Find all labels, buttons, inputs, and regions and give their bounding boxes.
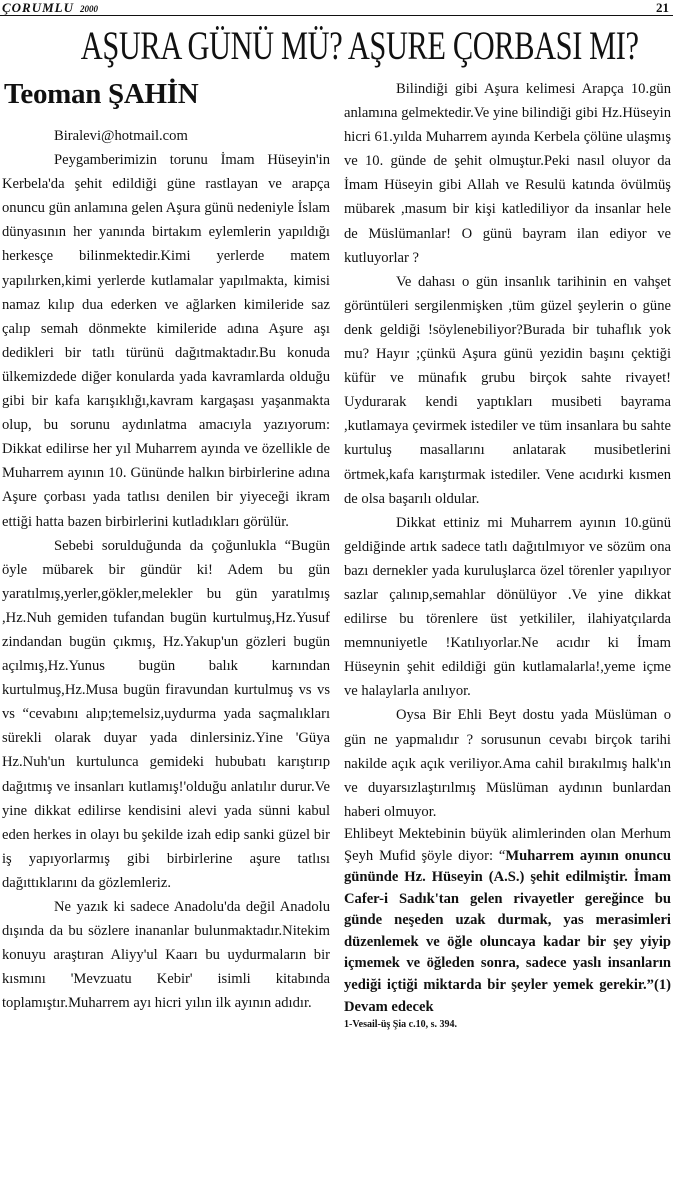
headline: AŞURA GÜNÜ MÜ? AŞURE ÇORBASI MI? (80, 23, 639, 68)
author-name: Teoman ŞAHİN (4, 78, 199, 110)
bold-quote: Muharrem ayının onuncu gününde Hz. Hüseyin (A.S.) şehit edilmiştir. İmam Cafer-i Sadık'tan gelen rivayetler gereğince bu günde neşeden uzak durmak, yas merasimleri düzenlemek ve öğle oluncaya kadar bir şey yiyip içmemek ve öğleden sonra, sadece yaslı insanların yediği içtiği miktarda bir şeyler yemek gerekir. (344, 847, 671, 994)
page-number: 21 (656, 0, 669, 15)
left-paragraph-2: Sebebi sorulduğunda da çoğunlukla “Bugün öyle mübarek bir gündür ki! Adem bu gün yaratılmış,yerler,gökler,melekler bu gün yaratılmış ,Hz.Nuh gemiden tufandan bugün kurtulmuş,Hz.Yusuf zindandan bugün çıkmış, Hz.Yakup'un gözleri bugün açılmış,Hz.Yunus bugün balık karnından kurtulmuş,Hz.Musa bugün firavundan kurtulmuş vs vs vs “cevabını alıp;temelsiz,uydurma yada saçmalıkları sürekli olarak duyar yada dinlersiniz.Yine 'Güya Hz.Nuh'un kurtulunca gemideki hububatı karıştırıp dağıtmış ve insanları kutlamış!'olduğu anlatılır durur.Ve yine dikkat edilirse kendisini alevi yada sünni kabul eden herkes in olayı bu şekilde izah edip sanki güzel bir iş yapıyorlarmış gibi birbirlerine aşure tatlısı dağıttıklarını da gözlemleriz. (2, 537, 330, 891)
magazine-year: 2000 (80, 4, 99, 14)
right-paragraph-1: Bilindiği gibi Aşura kelimesi Arapça 10.gün anlamına gelmektedir.Ve yine bilindiği gibi Hz.Hüseyin hicri 61.yılda Muharrem ayında Kerbela çölüne ulaşmış ve 10. günde de şehit olmuştur.Peki nasıl oluyor da İmam Hüseyin gibi Allah ve Resulü katında övülmüş mübarek ,masum bir kişi katlediliyor da insanlar hele de Müslümanlar! O günü bayram ilan ediyor ve kutluyorlar ? (344, 81, 671, 266)
page-header (0, 0, 673, 16)
left-paragraph-1: Peygamberimizin torunu İmam Hüseyin'in Kerbela'da şehit edildiği güne rastlayan ve arapça onuncu gün anlamına gelen Aşura günü nedeniyle İslam dünyasının her yanında birtakım eylemlerin yapıldığı herkesçe bilinmektedir.Kimi yerlerde matem yapılırken,kimi yerlerde kutlamalar yapılmakta, kimisi namaz kılıp dua ederken ve ağlarken kimileride saz çalıp semah dönmekte kimileride adına Aşure aşı dedikleri bir tatlı türünü dağıtmaktadır.Bu konuda ülkemizdede diğer konularda yada kavramlarda olduğu gibi bir kafa karışıklığı,kavram kargaşası yaşanmakta olup, bu sorunu aydınlatma amacıyla yazıyorum: Dikkat edilirse her yıl Muharrem ayında ve özellikle de Muharrem ayının 10. Gününde halkın birbirlerine adına Aşure çorbası yada tatlısı denilen bir yiyeceği ikram ettiği hatta bazen birbirlerini kutladıkları görülür. (2, 152, 330, 530)
right-column (344, 77, 671, 1032)
left-paragraph-3: Ne yazık ki sadece Anadolu'da değil Anadolu dışında da bu sözlere inananlar bulunmaktadır.Nitekim konuyu araştıran Aliyy'ul Kaarı bu uydurmaların bir kısmını 'Mevzuatu Kebir' isimli kitabında toplamıştır.Muharrem ayı hicri yılın ilk ayının adıdır. (2, 899, 330, 1012)
right-paragraph-4: Oysa Bir Ehli Beyt dostu yada Müslüman o gün ne yapmalıdır ? sorusunun cevabı birçok tarihi nakilde açık açık veriliyor.Ama cahil bırakılmış halk'ın ve duyarsızlaştırılmış Müslüman aydının bunlardan haberi olmuyor. (344, 707, 671, 820)
header-rule (0, 15, 673, 16)
author-email: Biralevi@hotmail.com (54, 128, 188, 144)
right-paragraph-2: Ve dahası o gün insanlık tarihinin en vahşet görüntüleri sergilenmişken ,tüm güzel şeylerin o güne denk geldiği !söylenebiliyor?Burada bir tuhaflık yok mu? Hayır ;çünkü Aşura günü yezidin başını çektiği küfür ve münafık grubu birçok sahte rivayet! Uydurarak kendi yaptıkları musibeti bayrama ,kutlamaya çevirmek istediler ve tüm insanlara bu sahte kurtuluş masallarını anlatarak musibetlerini örtmek,kafa karıştırmak istediler. Vene acıdırki kısmen de olsa başarılı oldular. (344, 273, 671, 507)
magazine-name: ÇORUMLU 2000 (2, 0, 99, 15)
right-paragraph-5 (344, 824, 671, 1018)
footnote: 1-Vesail-üş Şia c.10, s. 394. (344, 1019, 457, 1031)
right-paragraph-3: Dikkat ettiniz mi Muharrem ayının 10.günü geldiğinde artık sadece tatlı dağıtılmıyor ve sözüm ona bazı dernekler yada kuruluşlarca özel törenler yapılıyor sazlar çalınıp,semahlar dönülüyor .Ve yine dikkat edilirse bu törenlere üst yetkililer, ilahiyatçılarda memnuniyetle !Katılıyorlar.Ne acıdır ki İmam Hüseynin şehit edildiği gün kutlamalarla!,yeme içme ve halaylarla anılıyor. (344, 514, 671, 700)
left-column (2, 124, 330, 1015)
continued-note: ”(1) Devam edecek (344, 977, 671, 1015)
quote-intro: Ehlibeyt Mektebinin büyük alimlerinden olan Merhum Şeyh Mufid şöyle diyor: “ (344, 825, 671, 864)
